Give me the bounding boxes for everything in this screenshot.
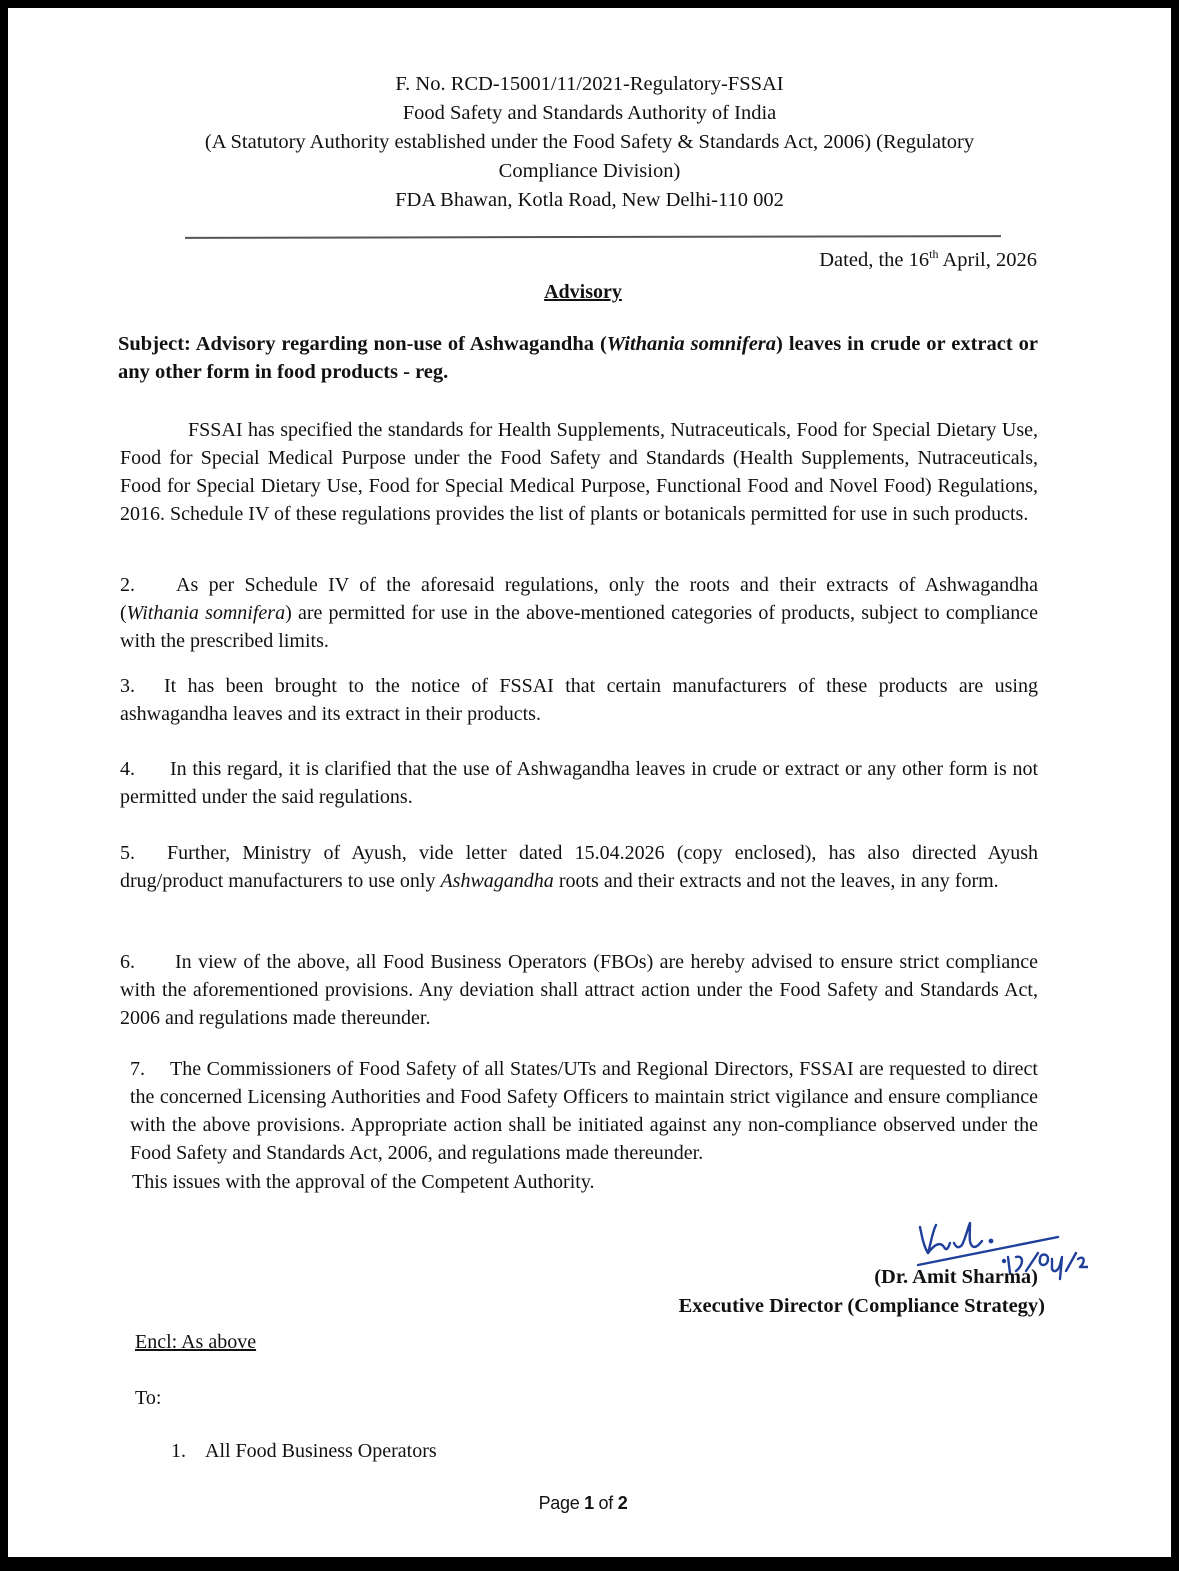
date-ordinal-suffix: th xyxy=(929,247,939,262)
paragraph-4-text: In this regard, it is clarified that the use of Ashwagandha leaves in crude or extract or any other form is not permitted under the said regulations. xyxy=(120,758,1038,808)
subject-text-1: Subject: Advisory regarding non-use of Ashwagandha ( xyxy=(118,333,607,355)
total-pages-number: 2 xyxy=(617,1493,628,1513)
paragraph-2-botanical-name: Withania somnifera xyxy=(126,602,286,624)
paragraph-4 xyxy=(120,755,1038,811)
paragraph-7-text: The Commissioners of Food Safety of all States/UTs and Regional Directors, FSSAI are requested to direct the concerned Licensing Authorities and Food Safety Officers to maintain strict vigilance and ensure compliance with the above provisions. Appropriate action shall be initiated against any non-compliance observed under the Food Safety and Standards Act, 2006, and regulations made thereunder. xyxy=(130,1058,1038,1164)
enclosure-note: Encl: As above xyxy=(135,1331,257,1353)
organization-name: Food Safety and Standards Authority of India xyxy=(402,102,777,124)
paragraph-7 xyxy=(130,1055,1038,1167)
paragraph-5 xyxy=(120,839,1038,895)
recipients-label: To: xyxy=(135,1387,162,1409)
file-number: F. No. RCD-15001/11/2021-Regulatory-FSSAI xyxy=(395,73,784,95)
paragraph-2 xyxy=(120,571,1038,655)
signer-designation: Executive Director (Compliance Strategy) xyxy=(678,1295,1045,1317)
paragraph-1-text: FSSAI has specified the standards for Health Supplements, Nutraceuticals, Food for Special Dietary Use, Food for Special Medical Purpose under the Food Safety and Standards (Health Supplements, Nutraceuticals, Food for Special Dietary Use, Food for Special Medical Purpose, Functional Food and Novel Food) Regulations, 2016. Schedule IV of these regulations provides the list of plants or botanicals permitted for use in such products. xyxy=(120,419,1038,525)
subject-text-2: ) leaves in crude or extract or any other form in food products - reg. xyxy=(118,333,1039,383)
recipient-item xyxy=(171,1437,437,1465)
paragraph-4-number: 4. xyxy=(120,758,135,780)
subject-botanical-name: Withania somnifera xyxy=(606,333,777,355)
document-page xyxy=(8,8,1171,1557)
paragraph-7-number: 7. xyxy=(130,1058,145,1080)
organization-description-line-2: Compliance Division) xyxy=(498,160,681,182)
letterhead xyxy=(8,70,1171,215)
approval-statement: This issues with the approval of the Competent Authority. xyxy=(132,1171,595,1193)
paragraph-6 xyxy=(120,948,1038,1032)
paragraph-3-number: 3. xyxy=(120,675,135,697)
paragraph-3-text: It has been brought to the notice of FSSAI that certain manufacturers of these products are using ashwagandha leaves and its extract in their products. xyxy=(120,675,1038,725)
subject-line xyxy=(118,330,1038,386)
paragraph-5-number: 5. xyxy=(120,842,135,864)
date-prefix: Dated, the 16 xyxy=(819,249,930,271)
paragraph-3 xyxy=(120,672,1038,728)
paragraph-6-number: 6. xyxy=(120,951,135,973)
paragraph-6-text: In view of the above, all Food Business Operators (FBOs) are hereby advised to ensure strict compliance with the aforementioned provisions. Any deviation shall attract action under the Food Safety and Standards Act, 2006 and regulations made thereunder. xyxy=(120,951,1038,1029)
page-of-label: of xyxy=(593,1493,618,1513)
date-rest: April, 2026 xyxy=(938,249,1037,271)
paragraph-1 xyxy=(120,416,1038,528)
paragraph-2-text-2: ) are permitted for use in the above-mentioned categories of products, subject to compliance with the prescribed limits. xyxy=(120,602,1038,652)
paragraph-5-text-1: Further, Ministry of Ayush, vide letter dated 15.04.2026 (copy enclosed), has also directed Ayush drug/product manufacturers to use only xyxy=(120,842,1038,892)
document-title xyxy=(8,278,1158,306)
paragraph-5-italic-term: Ashwagandha xyxy=(440,870,554,892)
paragraph-2-text-1: As per Schedule IV of the aforesaid regulations, only the roots and their extracts of Ashwagandha ( xyxy=(120,574,1038,624)
signer-name: (Dr. Amit Sharma) xyxy=(874,1266,1038,1288)
document-date xyxy=(819,246,1037,274)
organization-description-line-1: (A Statutory Authority established under the Food Safety & Standards Act, 2006) (Regulatory xyxy=(204,131,975,153)
recipient-number: 1. xyxy=(171,1440,186,1462)
title-text: Advisory xyxy=(544,281,622,303)
current-page-number: 1 xyxy=(584,1493,594,1513)
organization-address: FDA Bhawan, Kotla Road, New Delhi-110 002 xyxy=(395,189,784,211)
paragraph-5-text-2: roots and their extracts and not the leaves, in any form. xyxy=(553,870,999,892)
paragraph-2-number: 2. xyxy=(120,574,135,596)
page-label: Page xyxy=(538,1493,585,1513)
recipient-name: All Food Business Operators xyxy=(205,1440,437,1462)
page-indicator xyxy=(8,1489,1158,1517)
header-divider xyxy=(185,235,1001,239)
